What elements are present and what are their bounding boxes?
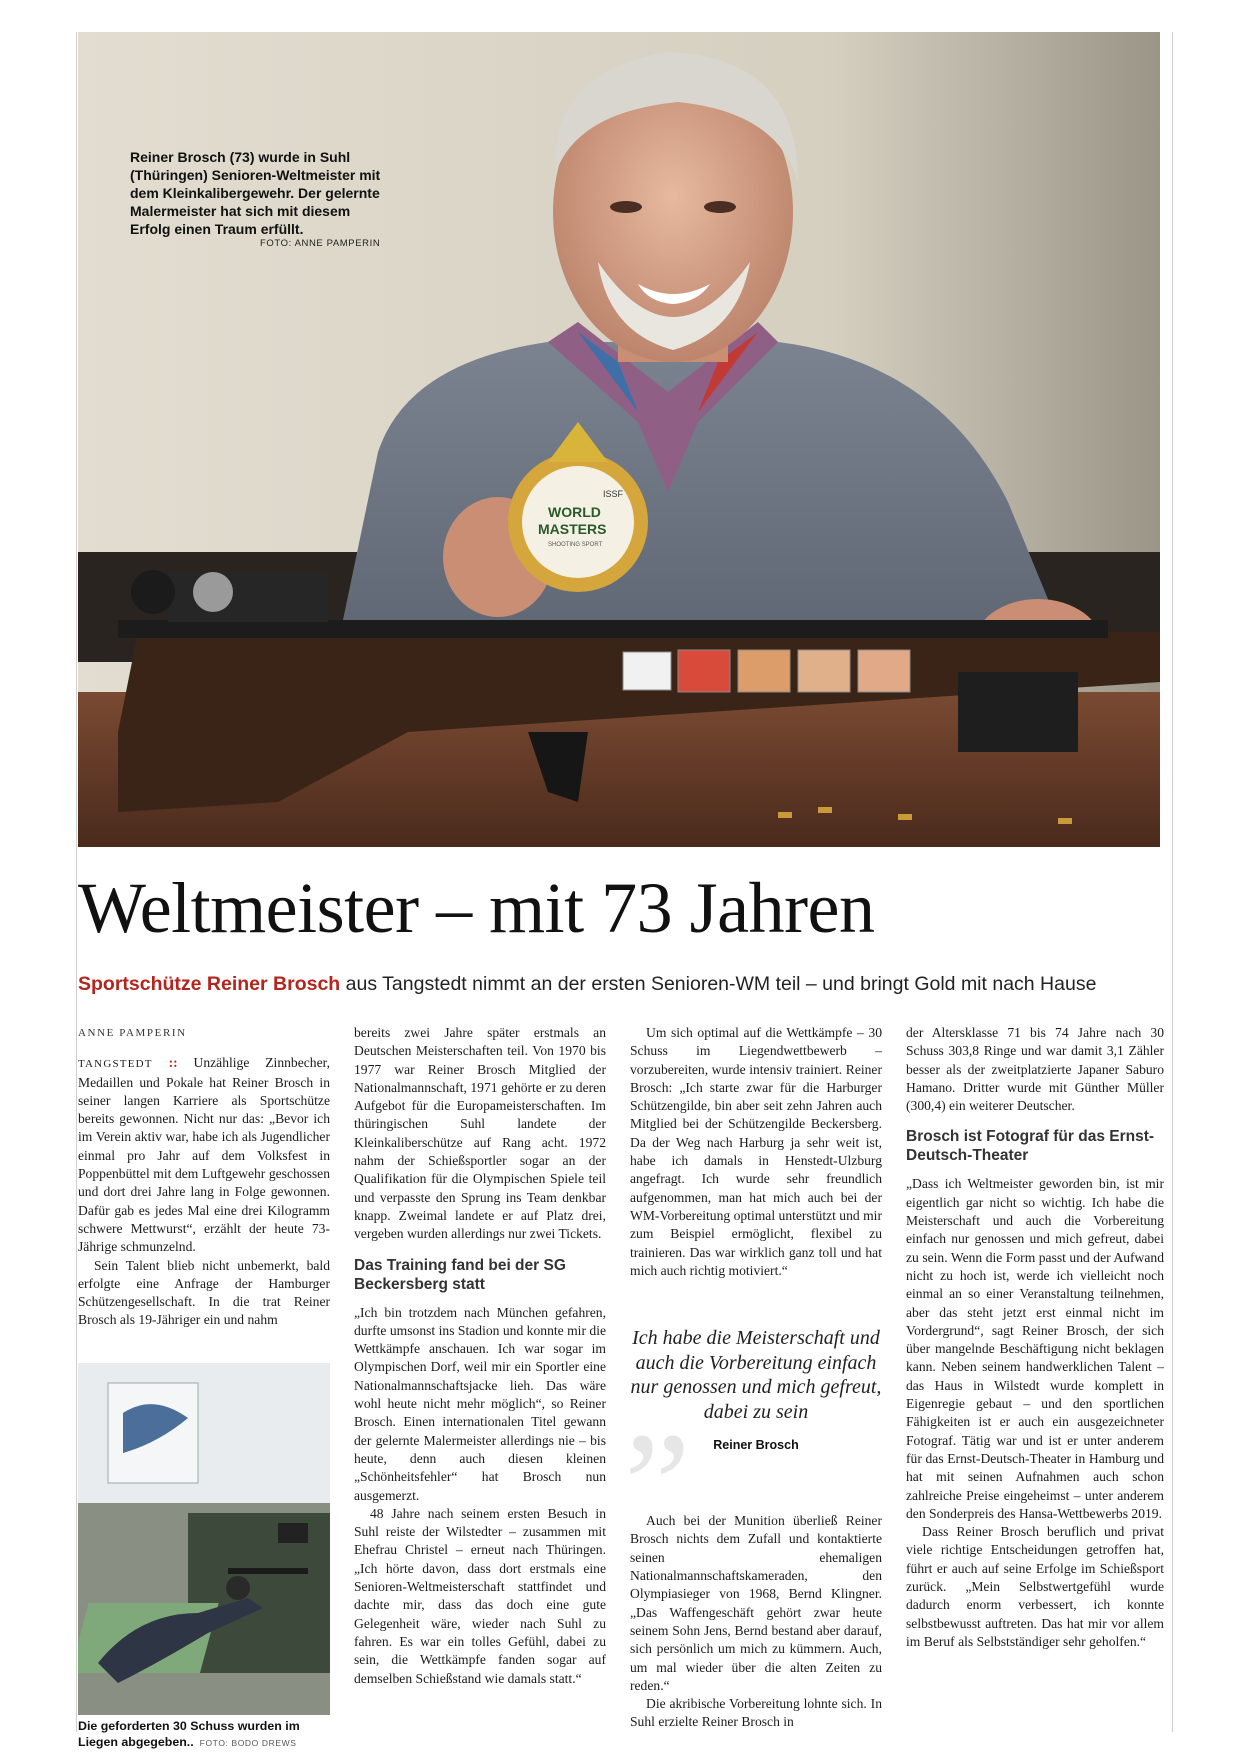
column-rule-right — [1172, 32, 1173, 1732]
subheadline-accent: Sportschütze Reiner Brosch — [78, 973, 341, 995]
column-rule-left — [76, 32, 77, 1732]
inset-caption-text: Die geforderten 30 Schuss wurden im Liegen abgegeben.. — [78, 1719, 300, 1749]
subhead-photographer: Brosch ist Fotograf für das Ernst-Deutsch-Theater — [906, 1128, 1155, 1165]
col1-paragraph-1: Unzählige Zinnbecher, Medaillen und Pokale hat Reiner Brosch in seiner langen Karriere als Sportschütze bereits gewonnen. Nicht nur das: „Bevor ich im Verein aktiv war, habe ich als Jugendlicher einmal pro Jahr auf dem Volksfest in Poppenbüttel mit dem Luftgewehr geschossen und dort drei Jahre lang in Folge gewonnen. Dafür gab es jedes Mal eine drei Kilogramm schwere Mettwurst“, erzählt der heute 73-Jährige schmunzelnd. — [78, 1055, 330, 1255]
dateline: TANGSTEDT — [78, 1058, 153, 1071]
hero-photo — [78, 32, 1160, 847]
medal-issf: ISSF — [603, 489, 624, 499]
author-byline: ANNE PAMPERIN — [78, 1027, 187, 1039]
col2-paragraph-1: bereits zwei Jahre später erstmals an Deutschen Meisterschaften teil. Von 1970 bis 1977 war Reiner Brosch Mitglied der Nationalmannschaft, 1971 gehörte er zu deren Aufgebot für die Europameisterschaften. Im thüringischen Suhl landete der Kleinkaliberschütze auf Rang acht. 1972 nahm der Schießsportler sogar an der Qualifikation für die Olympischen Spiele teil und verpasste den Sprung ins Team denkbar knapp. Zweimal landete er auf Platz drei, vergeben wurden allerdings nur zwei Tickets. — [354, 1025, 606, 1242]
col1-paragraph-2: Sein Talent blieb nicht unbemerkt, bald erfolgte eine Anfrage der Hamburger Schützengesellschaft. In die trat Reiner Brosch als 19-Jähriger ein und nahm — [78, 1257, 330, 1328]
inset-photo-illustration — [78, 1363, 330, 1715]
lead-paragraph — [78, 1054, 330, 1256]
inset-photo-credit: FOTO: BODO DREWS — [199, 1738, 297, 1748]
subhead-training: Das Training fand bei der SG Beckersberg statt — [354, 1256, 566, 1293]
hero-photo-credit: FOTO: ANNE PAMPERIN — [260, 238, 381, 249]
medal-world: WORLD — [548, 504, 601, 520]
hero-caption: Reiner Brosch (73) wurde in Suhl (Thüringen) Senioren-Weltmeister mit dem Kleinkalibergewehr. Der gelernte Malermeister hat sich mit diesem Erfolg einen Traum erfüllt. — [130, 149, 381, 237]
col4-paragraph-1: der Altersklasse 71 bis 74 Jahre nach 30 Schuss 303,8 Ringe und war damit 3,1 Zähler besser als der zweitplatzierte Japaner Saburo Hamano. Dritter wurde mit Günther Müller (300,4) ein weiterer Deutscher. — [906, 1025, 1164, 1114]
col3-paragraph-1: Um sich optimal auf die Wettkämpfe – 30 Schuss im Liegendwettbewerb – vorzubereiten, wurde intensiv trainiert. Reiner Brosch: „Ich starte zwar für die Harburger Schützengilde, bin aber seit zehn Jahren auch Mitglied bei der Schützengilde Beckersberg. Da der Weg nach Harburg ja sehr weit ist, habe ich damals in Henstedt-Ulzburg angefragt. Ich wurde sehr freundlich aufgenommen, man hat mich auch bei der WM-Vorbereitung optimal unterstützt und mir zum Beispiel ermöglicht, flexibel zu trainieren. Das war wirklich ganz toll und hat mich auch richtig motiviert.“ — [630, 1025, 882, 1278]
col3-paragraph-2: Auch bei der Munition überließ Reiner Brosch nichts dem Zufall und kontaktierte seinen ehemaligen Nationalmannschaftskameraden, den Olympiasieger von 1968, Bernd Klingner. „Das Waffengeschäft gehört zwar heute seinem Sohn Jens, Bernd bestand aber darauf, sich persönlich um mich zu kümmern. Auch, um mal wieder über die alten Zeiten zu reden.“ — [630, 1513, 882, 1693]
col4-paragraph-2: „Dass ich Weltmeister geworden bin, ist mir eigentlich gar nicht so wichtig. Ich habe die Meisterschaft und auch die Vorbereitung einfach nur genossen und mich gefreut, dabei zu sein. Wenn die Form passt und der Aufwand nicht zu hoch ist, werde ich vielleicht noch einmal an so einer Veranstaltung teilnehmen, aber das steht jetzt erst einmal nicht im Vordergrund“, sagt Reiner Brosch, der sich über mangelnde Beschäftigung nicht beklagen kann. Neben seinem handwerklichen Talent – das Haus in Wilstedt wurde komplett in Eigenregie gebaut – und den sportlichen Fähigkeiten ist er auch ein ausgezeichneter Fotograf. Tätig war und ist er unter anderem für das Ernst-Deutsch-Theater in Hamburg und hat mit seinen Aufnahmen auch schon zahlreiche Preise eingeheimst – unter anderem den Sonderpreis des Hansa-Wettbewerbs 2019. — [906, 1176, 1164, 1521]
headline: Weltmeister – mit 73 Jahren — [78, 868, 875, 948]
col2-paragraph-2: „Ich bin trotzdem nach München gefahren, durfte umsonst ins Stadion und konnte mir die Wettkämpfe anschauen. Ich war sogar im Olympischen Dorf, weil mir ein Sportler eine Nationalmannschaftsjacke lieh. Das wäre wohl heute nicht mehr möglich“, so Reiner Brosch. Einen internationalen Titel gewann der gelernte Malermeister allerdings nie – bis heute, denn auch diesen kleinen „Schönheitsfehler“ hat Brosch nun ausgemerzt. — [354, 1304, 606, 1503]
pull-quote-author: Reiner Brosch — [713, 1438, 799, 1452]
article-column-2 — [354, 1024, 606, 1688]
col2-paragraph-3: 48 Jahre nach seinem ersten Besuch in Suhl reiste der Wilstedter – zusammen mit Ehefrau Christel – erneut nach Thüringen. „Ich hörte davon, dass dort erstmals eine Senioren-Weltmeisterschaft stattfindet und dachte mir, dass das doch eine gute Gelegenheit wäre, wieder nach Suhl zu fahren. Es war ein tolles Gefühl, dabei zu sein, die Wettkämpfe fanden sogar auf demselben Schießstand wie damals statt.“ — [354, 1505, 606, 1686]
pull-quote — [624, 1316, 882, 1484]
article-column-1 — [78, 1024, 330, 1330]
inset-photo — [78, 1363, 330, 1715]
col4-paragraph-3: Dass Reiner Brosch beruflich und privat viele richtige Entscheidungen getroffen hat, führt er auch auf seine Erfolge im Schießsport zurück. „Mein Selbstwertgefühl wurde dadurch enorm verbessert, ich konnte selbstbewusst auftreten. Das hat mir vor allem im Beruf als Selbstständiger sehr geholfen.“ — [906, 1524, 1164, 1649]
inset-caption — [78, 1718, 338, 1751]
col3-paragraph-3: Die akribische Vorbereitung lohnte sich. In Suhl erzielte Reiner Brosch in — [630, 1696, 882, 1730]
subheadline — [78, 971, 1168, 997]
subheadline-rest: aus Tangstedt nimmt an der ersten Senioren-WM teil – und bringt Gold mit nach Hause — [340, 973, 1097, 995]
quote-mark-icon: „ — [624, 1318, 691, 1484]
medal-masters: MASTERS — [538, 521, 607, 537]
pull-quote-text: Ich habe die Meisterschaft und auch die Vorbereitung einfach nur genossen und mich gefreut, dabei zu sein — [630, 1327, 882, 1423]
medal-shooting-sport: SHOOTING SPORT — [548, 542, 603, 548]
article-column-4 — [906, 1024, 1164, 1651]
dateline-separator: :: — [168, 1055, 178, 1071]
